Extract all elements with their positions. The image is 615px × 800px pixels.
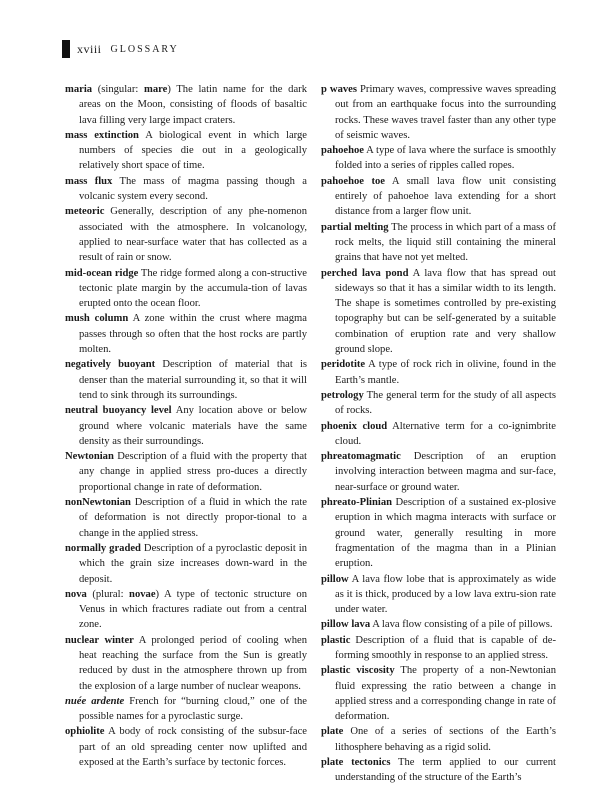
glossary-term: pillow — [321, 573, 349, 585]
glossary-definition: A small lava flow unit consisting entirely of pahoehoe lava extending for a short distance from a larger flow unit. — [335, 175, 556, 218]
running-header — [62, 40, 179, 58]
glossary-entry — [321, 266, 556, 358]
glossary-entry — [321, 572, 556, 618]
glossary-term: phoenix cloud — [321, 420, 388, 432]
glossary-term: normally graded — [65, 542, 141, 554]
glossary-entry — [65, 449, 307, 495]
glossary-entry — [65, 724, 307, 770]
glossary-definition: Alternative term for a co-ignimbrite cloud. — [335, 420, 556, 447]
glossary-term: maria — [65, 84, 93, 95]
glossary-entry — [65, 495, 307, 541]
glossary-term: mid-ocean ridge — [65, 267, 139, 279]
glossary-entry — [65, 357, 307, 403]
glossary-definition: Any location above or below ground where volcanic materials have the same density as their surroundings. — [79, 405, 307, 447]
glossary-entry — [321, 220, 556, 266]
glossary-definition: A type of rock rich in olivine, found in the Earth’s mantle. — [335, 359, 556, 386]
glossary-entry — [321, 663, 556, 724]
glossary-entry — [321, 617, 556, 632]
glossary-definition: A body of rock consisting of the subsur-face part of an old spreading center now uplifted and exposed at the Earth’s surface by tectonic forces. — [79, 726, 307, 769]
glossary-definition: Description of material that is denser than the material surrounding it, so that it will tend to sink through its surroundings. — [79, 359, 308, 401]
glossary-term: pillow lava — [321, 619, 371, 631]
glossary-definition: The ridge formed along a con-structive tectonic plate margin by the accumula-tion of lavas erupted onto the ocean floor. — [79, 267, 307, 310]
glossary-term: nova — [65, 588, 87, 600]
glossary-term: phreato-Plinian — [321, 497, 393, 509]
glossary-entry — [65, 633, 307, 694]
glossary-definition: Description of a sustained ex-plosive eruption in which magma interacts with surface or ground water, generally resulting in more fragmentation of the magma than in a Plinian eruption. — [335, 497, 556, 570]
glossary-term: perched lava pond — [321, 267, 409, 279]
glossary-term: nonNewtonian — [65, 497, 131, 509]
glossary-term: mass extinction — [65, 129, 139, 141]
glossary-definition: Generally, description of any phe-nomenon associated with the atmosphere. In volcanology, applied to near-surface water that has collected as a result of rain or snow. — [79, 206, 307, 264]
glossary-entry — [321, 419, 556, 450]
glossary-entry — [65, 82, 307, 128]
glossary-definition: The mass of magma passing though a volcanic system every second. — [79, 175, 307, 203]
glossary-definition: A lava flow consisting of a pile of pillows. — [370, 619, 553, 631]
glossary-term: Newtonian — [65, 451, 114, 463]
glossary-term: plastic — [321, 634, 351, 646]
glossary-entry — [321, 357, 556, 388]
glossary-definition: (singular: — [92, 84, 144, 95]
glossary-definition: French for “burning cloud,” one of the possible names for a pyroclastic surge. — [79, 695, 307, 723]
glossary-term: mush column — [65, 313, 129, 325]
glossary-entry — [321, 495, 556, 571]
glossary-term: nuée ardente — [65, 695, 125, 707]
glossary-entry — [321, 388, 556, 419]
glossary-term-variant: mare — [144, 84, 168, 95]
glossary-entry — [321, 174, 556, 220]
glossary-entry — [65, 403, 307, 449]
glossary-term: pahoehoe toe — [321, 175, 386, 187]
glossary-term: partial melting — [321, 221, 389, 233]
glossary-term: neutral buoyancy level — [65, 405, 172, 417]
glossary-definition: Description of an eruption involving interaction between magma and sur-face, near-surface or ground water. — [335, 451, 556, 493]
glossary-definition: A type of lava where the surface is smoothly folded into a series of ripples called ropes. — [335, 145, 556, 172]
glossary-definition: ) A type of tectonic structure on Venus in which fractures radiate out from a central zone. — [79, 588, 307, 631]
glossary-term: plate tectonics — [321, 757, 391, 769]
glossary-definition: Description of a fluid that is capable of de-forming smoothly in response to an applied stress. — [335, 634, 556, 661]
glossary-term: pahoehoe — [321, 145, 364, 157]
glossary-entry — [65, 311, 307, 357]
glossary-term: plate — [321, 726, 344, 738]
page-number: xviii — [77, 41, 102, 56]
glossary-term: phreatomagmatic — [321, 451, 401, 463]
glossary-entry — [65, 541, 307, 587]
glossary-definition: (plural: — [86, 588, 130, 600]
glossary-entry — [321, 724, 556, 755]
glossary-term: meteoric — [65, 206, 105, 218]
glossary-entry — [65, 587, 307, 633]
glossary-definition: Description of a fluid with the property that any change in applied stress pro-duces a directly proportional change in rate of deformation. — [79, 451, 307, 493]
glossary-entry — [321, 449, 556, 495]
glossary-definition: A lava flow lobe that is approximately as wide as it is thick, produced by a low lava extru-sion rate under water. — [335, 573, 556, 616]
glossary-definition: The property of a non-Newtonian fluid expressing the ratio between a change in applied stress and a corresponding change in rate of deformation. — [335, 665, 556, 723]
glossary-term: peridotite — [321, 359, 366, 371]
glossary-term: p waves — [321, 84, 357, 95]
glossary-entry — [321, 633, 556, 664]
glossary-definition: The general term for the study of all aspects of rocks. — [335, 389, 556, 417]
glossary-definition: A zone within the crust where magma passes through so often that the host rocks are partly molten. — [79, 313, 307, 356]
glossary-definition: The term applied to our current understanding of the structure of the Earth’s — [335, 757, 556, 784]
glossary-entry — [65, 174, 307, 205]
glossary-entry — [65, 266, 307, 312]
glossary-definition: Description of a pyroclastic deposit in which the grain size increases down-ward in the deposit. — [79, 542, 307, 585]
glossary-left-column — [65, 82, 307, 770]
glossary-entry — [321, 82, 556, 143]
glossary-definition: Primary waves, compressive waves spreading out from an earthquake focus into the surrounding rocks. These waves travel faster than any other type of seismic waves. — [335, 84, 557, 141]
glossary-term: petrology — [321, 389, 364, 401]
glossary-definition: Description of a fluid in which the rate of deformation is not directly propor-tional to a change in the applied stress. — [79, 497, 307, 539]
glossary-right-column — [321, 82, 556, 786]
glossary-definition: ) The latin name for the dark areas on the Moon, consisting of floods of basaltic lava filling very large impact craters. — [79, 84, 307, 126]
glossary-definition: A biological event in which large numbers of species die out in a geologically relatively short space of time. — [79, 129, 307, 172]
glossary-definition: A lava flow that has spread out sideways so that it has a similar width to its length. The shape is sometimes controlled by pre-existing topography but can be self-generated by a suitable combination of eruption rate and very shallow ground slope. — [335, 267, 556, 356]
glossary-entry — [65, 204, 307, 265]
glossary-term: plastic viscosity — [321, 665, 395, 677]
glossary-entry — [65, 128, 307, 174]
glossary-term: mass flux — [65, 175, 113, 187]
glossary-definition: The process in which part of a mass of rock melts, the liquid still containing the mineral grains that have not yet melted. — [335, 221, 556, 264]
glossary-definition: One of a series of sections of the Earth’s lithosphere behaving as a rigid solid. — [335, 726, 556, 753]
glossary-entry — [321, 143, 556, 174]
glossary-entry — [321, 755, 556, 786]
glossary-definition: A prolonged period of cooling when heat reaching the surface from the Sun is greatly reduced by dust in the atmosphere thrown up from the explosion of a large number of nuclear weapons. — [79, 634, 307, 692]
running-head: GLOSSARY — [110, 43, 179, 55]
header-bar — [62, 40, 70, 58]
glossary-term: nuclear winter — [65, 634, 134, 646]
glossary-entry — [65, 694, 307, 725]
glossary-term: ophiolite — [65, 726, 105, 738]
glossary-term: negatively buoyant — [65, 359, 156, 371]
glossary-term-variant: novae — [129, 588, 156, 600]
